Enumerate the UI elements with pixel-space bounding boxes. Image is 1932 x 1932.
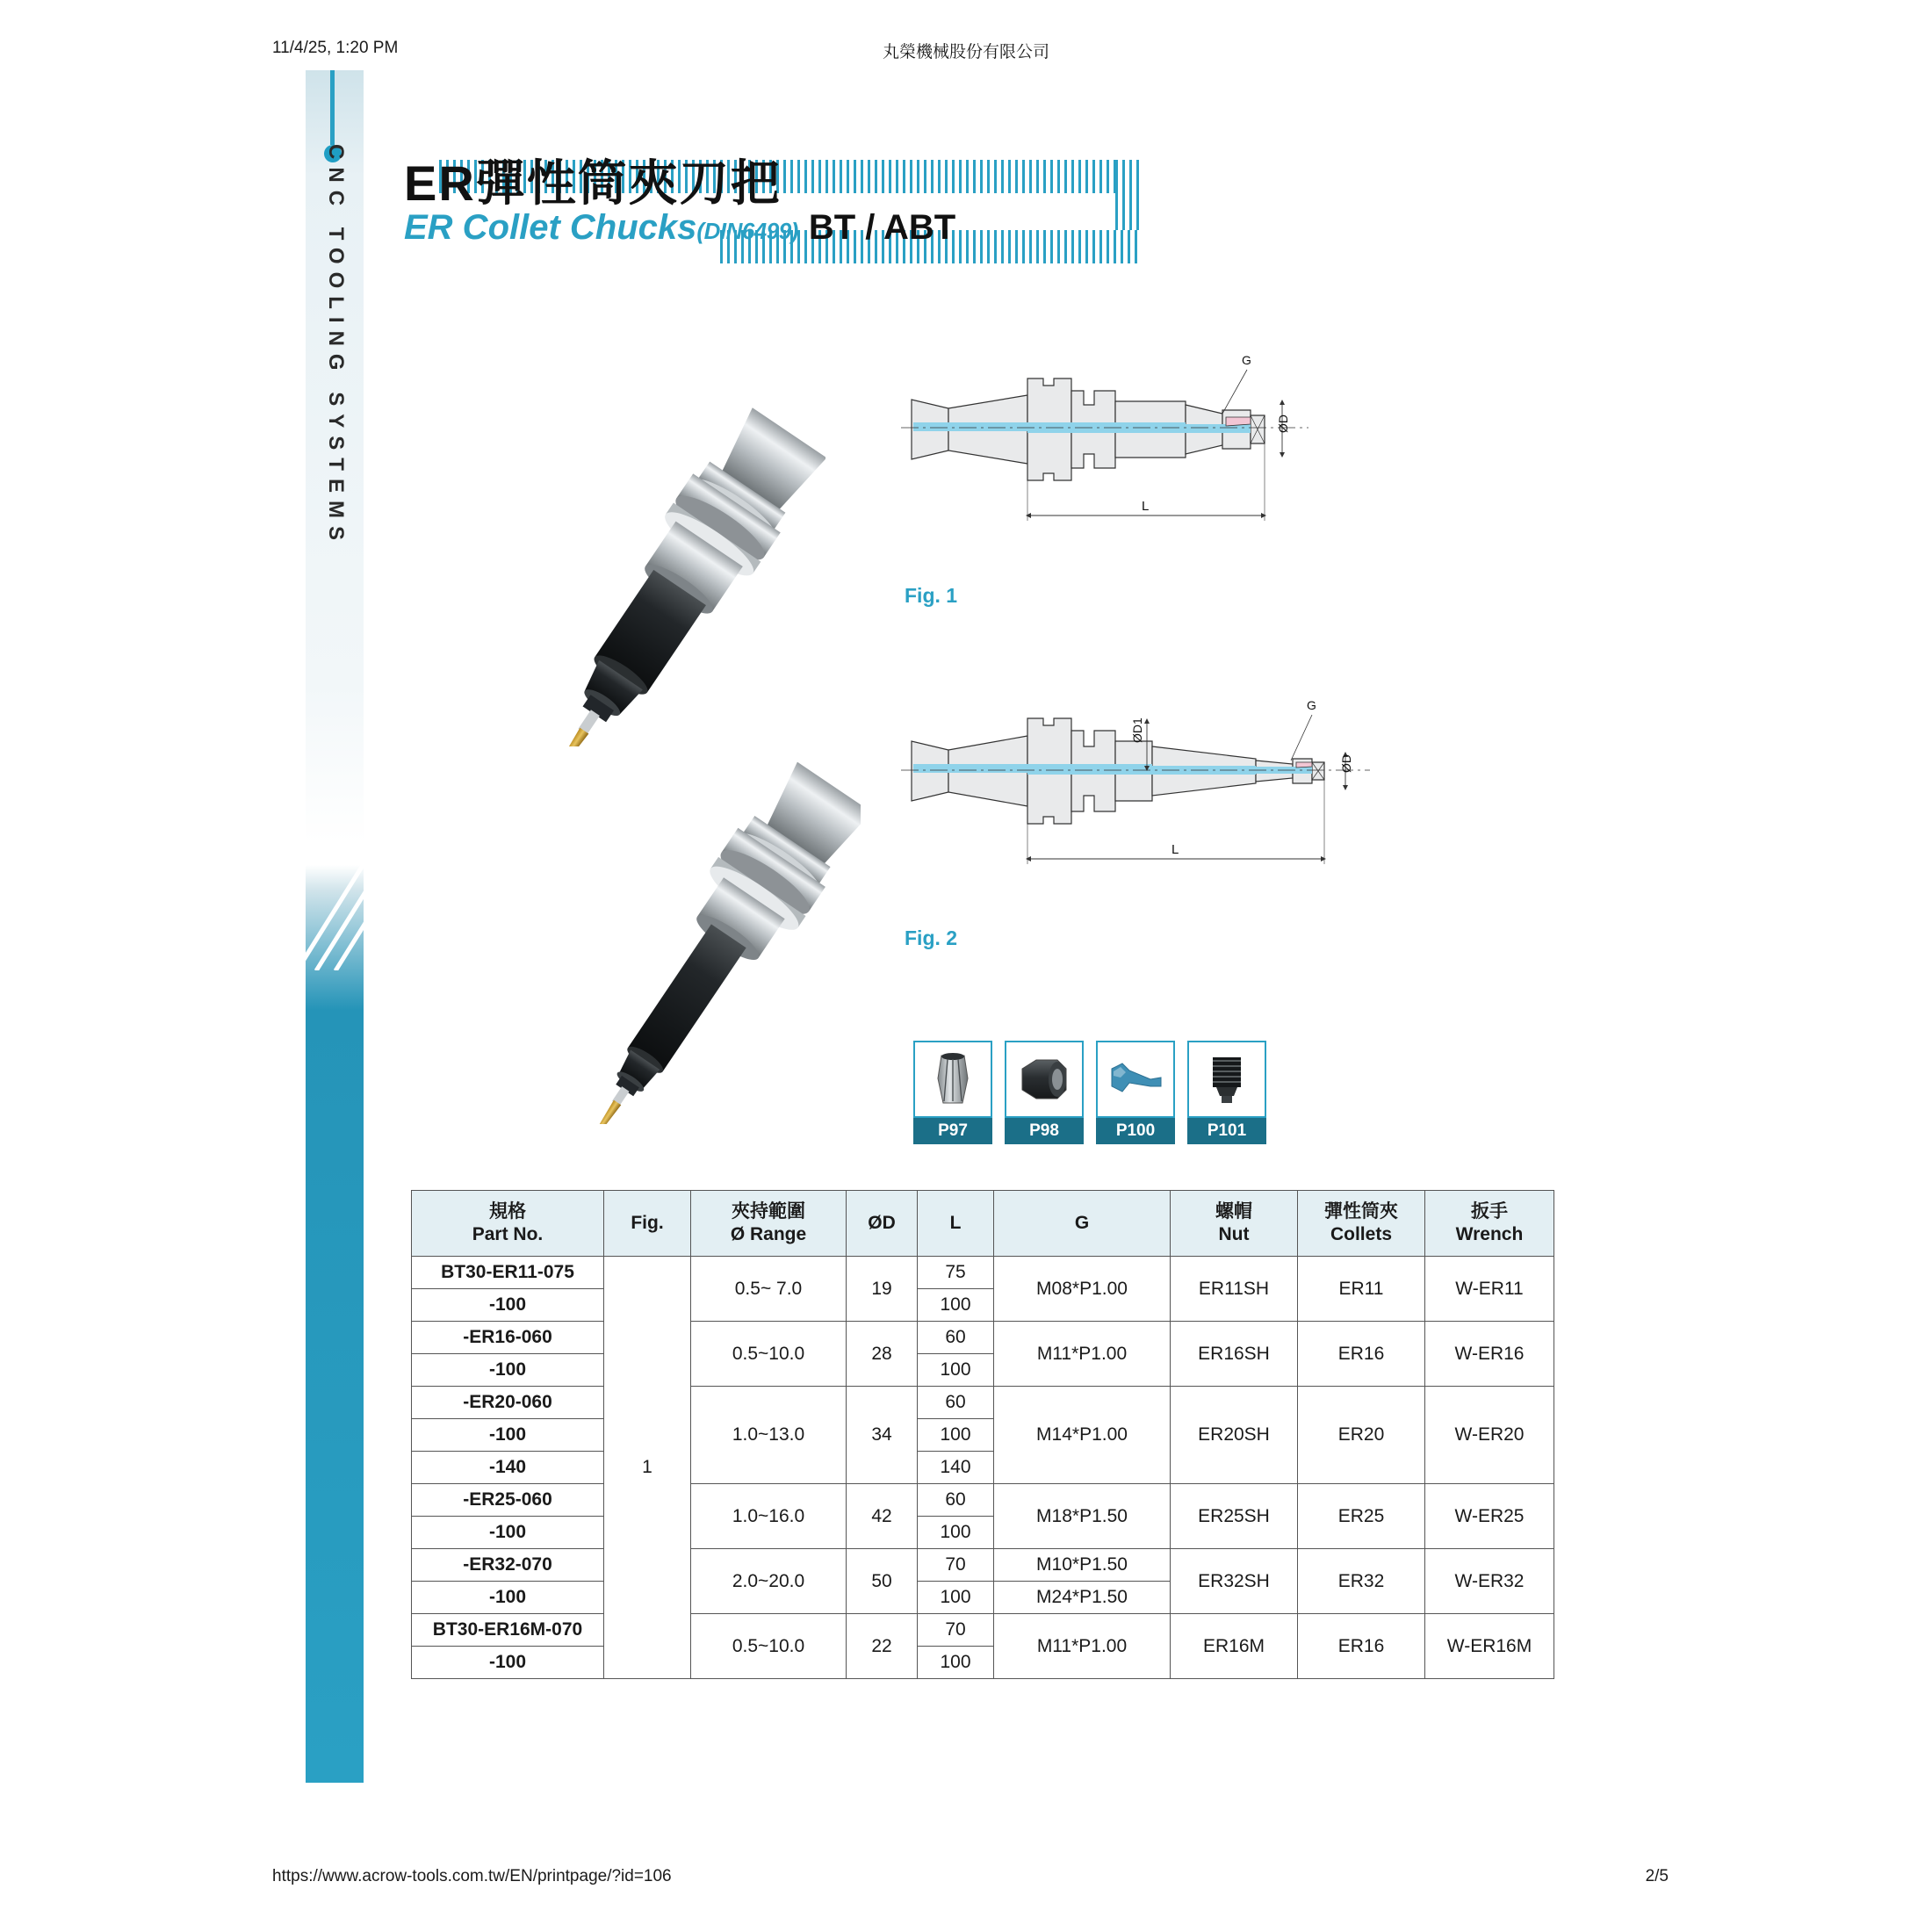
specification-table [411, 1190, 1554, 1679]
cell-collets: ER16 [1298, 1614, 1425, 1679]
svg-text:ØD: ØD [1339, 754, 1353, 773]
cell-part-no: -ER32-070 [412, 1549, 604, 1582]
page-title-standard: (DIN6499) [696, 218, 798, 244]
accessory-nut[interactable] [1005, 1041, 1085, 1144]
header-range-cn: 夾持範圍 [732, 1201, 805, 1222]
table-header-row [412, 1191, 1554, 1257]
header-part-no [412, 1191, 604, 1257]
collet-icon [931, 1052, 975, 1107]
header-collets-en: Collets [1330, 1224, 1392, 1244]
cell-nut: ER25SH [1171, 1484, 1298, 1549]
cell-l: 100 [918, 1647, 994, 1679]
header-nut-en: Nut [1218, 1224, 1250, 1244]
table-row [412, 1257, 1554, 1289]
table-row [412, 1322, 1554, 1354]
cell-od: 19 [847, 1257, 918, 1322]
cell-wrench: W-ER11 [1425, 1257, 1554, 1322]
cell-collets: ER16 [1298, 1322, 1425, 1387]
spine-label: CNC TOOLING SYSTEMS [324, 144, 348, 548]
cell-wrench: W-ER20 [1425, 1387, 1554, 1484]
header-part-no-cn: 規格 [489, 1201, 526, 1222]
print-page-number: 2/5 [1645, 1867, 1669, 1885]
cell-od: 28 [847, 1322, 918, 1387]
cell-g: M18*P1.50 [994, 1484, 1171, 1549]
svg-text:L: L [1171, 842, 1179, 857]
cell-l: 100 [918, 1582, 994, 1614]
print-url[interactable]: https://www.acrow-tools.com.tw/EN/printpage/?id=106 [272, 1867, 672, 1885]
cell-part-no: BT30-ER16M-070 [412, 1614, 604, 1647]
header-wrench-en: Wrench [1455, 1224, 1524, 1244]
cell-l: 60 [918, 1484, 994, 1517]
cell-range: 2.0~20.0 [691, 1549, 847, 1614]
cell-g: M11*P1.00 [994, 1614, 1171, 1679]
print-footer [0, 1867, 1932, 1892]
accessory-wrench[interactable] [1096, 1041, 1177, 1144]
cell-od: 50 [847, 1549, 918, 1614]
cell-l: 70 [918, 1549, 994, 1582]
cell-l: 100 [918, 1354, 994, 1387]
spine-top-line [330, 70, 335, 145]
header-collets [1298, 1191, 1425, 1257]
accessory-collet[interactable] [913, 1041, 994, 1144]
accessory-page-pull-stud: P101 [1187, 1118, 1266, 1144]
header-fig: Fig. [604, 1191, 691, 1257]
page-title-english-line [404, 208, 955, 248]
header-wrench-cn: 扳手 [1471, 1201, 1508, 1222]
cell-range: 1.0~16.0 [691, 1484, 847, 1549]
cell-part-no: -ER16-060 [412, 1322, 604, 1354]
table-row [412, 1484, 1554, 1517]
header-range-en: Ø Range [730, 1224, 807, 1244]
cell-l: 70 [918, 1614, 994, 1647]
cell-od: 22 [847, 1614, 918, 1679]
cell-part-no: -100 [412, 1517, 604, 1549]
print-header [0, 39, 1932, 65]
print-company-title: 丸榮機械股份有限公司 [882, 43, 1049, 61]
nut-icon [1017, 1056, 1071, 1102]
cell-g: M14*P1.00 [994, 1387, 1171, 1484]
cell-g: M24*P1.50 [994, 1582, 1171, 1614]
header-nut-cn: 螺帽 [1215, 1201, 1252, 1222]
accessory-pull-stud[interactable] [1187, 1041, 1268, 1144]
header-g: G [994, 1191, 1171, 1257]
header-od: ØD [847, 1191, 918, 1257]
page-title-block [404, 145, 1563, 268]
wrench-icon [1107, 1056, 1164, 1102]
header-collets-cn: 彈性筒夾 [1324, 1201, 1398, 1222]
wrench-icon-box [1096, 1041, 1175, 1118]
collet-icon-box [913, 1041, 992, 1118]
cell-l: 75 [918, 1257, 994, 1289]
page-title-series: BT / ABT [808, 208, 956, 247]
cell-l: 140 [918, 1452, 994, 1484]
cell-od: 34 [847, 1387, 918, 1484]
svg-text:G: G [1242, 353, 1251, 367]
cell-nut: ER11SH [1171, 1257, 1298, 1322]
cell-l: 100 [918, 1419, 994, 1452]
svg-text:ØD: ØD [1276, 415, 1290, 433]
svg-text:ØD1: ØD1 [1130, 717, 1144, 743]
pull-stud-icon-box [1187, 1041, 1266, 1118]
cell-part-no: -100 [412, 1647, 604, 1679]
cell-wrench: W-ER16 [1425, 1322, 1554, 1387]
product-photo-fig2 [492, 703, 861, 1124]
cell-wrench: W-ER25 [1425, 1484, 1554, 1549]
side-spine [306, 70, 364, 1783]
cell-part-no: -ER20-060 [412, 1387, 604, 1419]
table-row [412, 1549, 1554, 1582]
cell-range: 0.5~ 7.0 [691, 1257, 847, 1322]
header-l: L [918, 1191, 994, 1257]
spine-slash-decoration [306, 865, 364, 970]
cell-l: 100 [918, 1289, 994, 1322]
cell-wrench: W-ER32 [1425, 1549, 1554, 1614]
cell-range: 0.5~10.0 [691, 1322, 847, 1387]
cell-part-no: -100 [412, 1289, 604, 1322]
accessory-page-wrench: P100 [1096, 1118, 1175, 1144]
cell-l: 60 [918, 1322, 994, 1354]
cell-collets: ER32 [1298, 1549, 1425, 1614]
cell-g: M11*P1.00 [994, 1322, 1171, 1387]
cell-l: 100 [918, 1517, 994, 1549]
cell-nut: ER32SH [1171, 1549, 1298, 1614]
cell-part-no: -100 [412, 1419, 604, 1452]
cell-part-no: -100 [412, 1582, 604, 1614]
cell-range: 1.0~13.0 [691, 1387, 847, 1484]
product-photo-fig1 [457, 342, 825, 746]
print-date: 11/4/25, 1:20 PM [272, 39, 399, 57]
header-part-no-en: Part No. [472, 1224, 544, 1244]
table-row [412, 1614, 1554, 1647]
header-wrench [1425, 1191, 1554, 1257]
cell-l: 60 [918, 1387, 994, 1419]
accessory-reference-strip [913, 1041, 1317, 1155]
accessory-page-nut: P98 [1005, 1118, 1084, 1144]
header-range [691, 1191, 847, 1257]
header-nut [1171, 1191, 1298, 1257]
cell-part-no: -140 [412, 1452, 604, 1484]
cell-range: 0.5~10.0 [691, 1614, 847, 1679]
page-title-english: ER Collet Chucks [404, 208, 697, 247]
cell-fig: 1 [604, 1257, 691, 1679]
accessory-page-collet: P97 [913, 1118, 992, 1144]
svg-text:G: G [1307, 698, 1316, 712]
technical-drawing-fig2 [896, 685, 1458, 905]
cell-part-no: -ER25-060 [412, 1484, 604, 1517]
cell-collets: ER25 [1298, 1484, 1425, 1549]
cell-nut: ER16SH [1171, 1322, 1298, 1387]
technical-drawing-fig1 [896, 347, 1449, 566]
cell-collets: ER11 [1298, 1257, 1425, 1322]
cell-part-no: BT30-ER11-075 [412, 1257, 604, 1289]
cell-g: M10*P1.50 [994, 1549, 1171, 1582]
cell-part-no: -100 [412, 1354, 604, 1387]
cell-od: 42 [847, 1484, 918, 1549]
page-title-chinese: ER彈性筒夾刀把 [404, 155, 782, 211]
table-row [412, 1387, 1554, 1419]
fig2-caption: Fig. 2 [905, 926, 958, 949]
svg-text:L: L [1142, 499, 1150, 514]
pull-stud-icon [1202, 1054, 1251, 1105]
fig1-caption: Fig. 1 [905, 584, 958, 607]
nut-icon-box [1005, 1041, 1084, 1118]
cell-nut: ER16M [1171, 1614, 1298, 1679]
cell-nut: ER20SH [1171, 1387, 1298, 1484]
cell-g: M08*P1.00 [994, 1257, 1171, 1322]
cell-collets: ER20 [1298, 1387, 1425, 1484]
cell-wrench: W-ER16M [1425, 1614, 1554, 1679]
